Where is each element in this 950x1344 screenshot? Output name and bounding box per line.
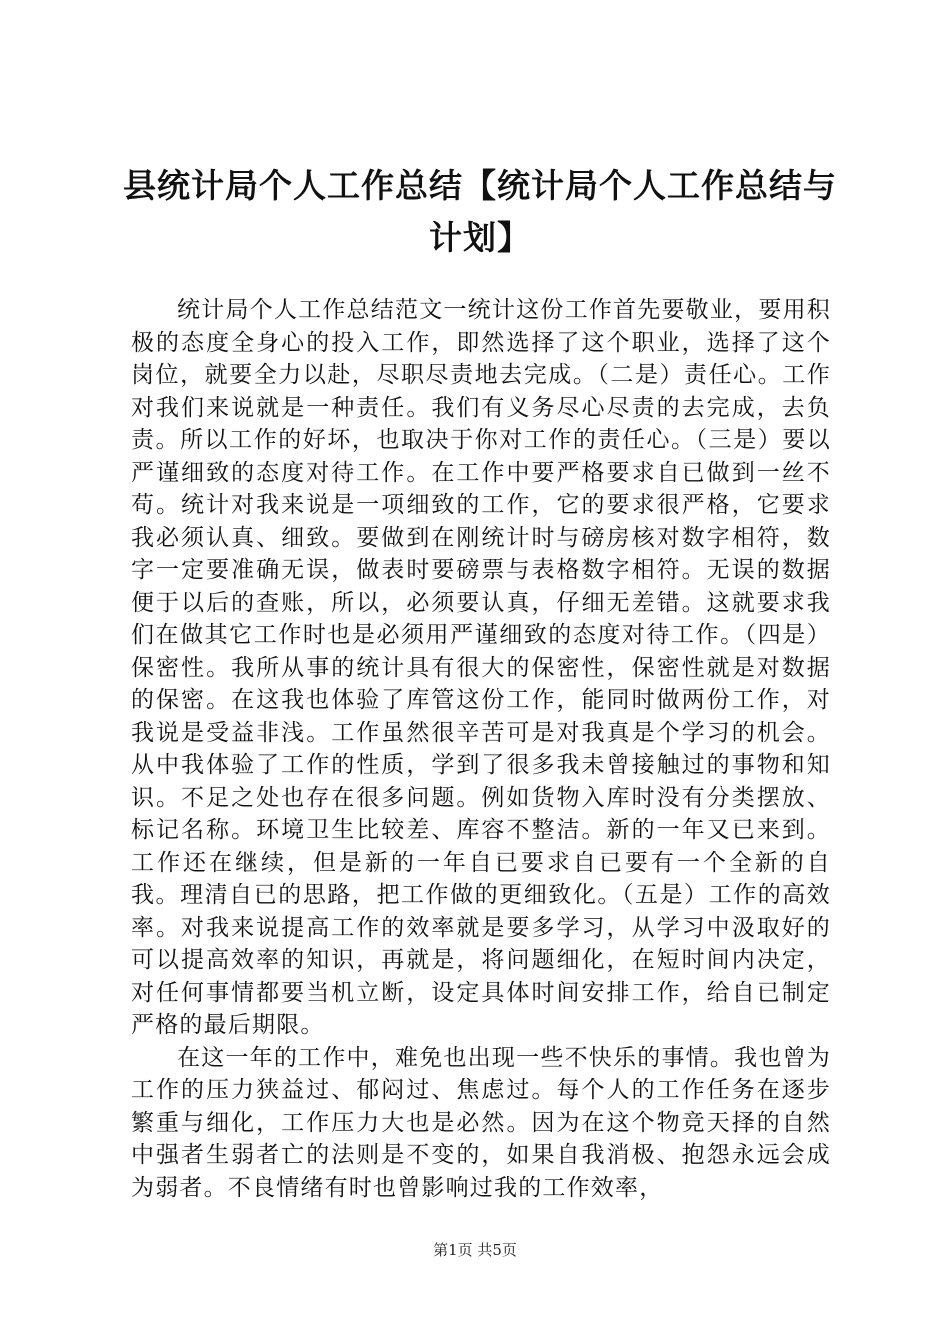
- document-body: [131, 294, 831, 1204]
- document-title: 县统计局个人工作总结【统计局个人工作总结与计划】: [123, 166, 837, 257]
- paragraph-2: 在这一年的工作中，难免也出现一些不快乐的事情。我也曾为工作的压力狭益过、郁闷过、焦虑过。每个人的工作任务在逐步繁重与细化，工作压力大也是必然。因为在这个物竞天择的自然中强者生弱者亡的法则是不变的，如果自我消极、抱怨永远会成为弱者。不良情绪有时也曾影响过我的工作效率，: [131, 1044, 831, 1201]
- paragraph-1: 统计局个人工作总结范文一统计这份工作首先要敬业，要用积极的态度全身心的投入工作，即然选择了这个职业，选择了这个岗位，就要全力以赴，尽职尽责地去完成。（二是）责任心。工作对我们来说就是一种责任。我们有义务尽心尽责的去完成，去负责。所以工作的好坏，也取决于你对工作的责任心。（三是）要以严谨细致的态度对待工作。在工作中要严格要求自已做到一丝不苟。统计对我来说是一项细致的工作，它的要求很严格，它要求我必须认真、细致。要做到在刚统计时与磅房核对数字相符，数字一定要准确无误，做表时要磅票与表格数字相符。无误的数据便于以后的查账，所以，必须要认真，仔细无差错。这就要求我们在做其它工作时也是必须用严谨细致的态度对待工作。（四是）保密性。我所从事的统计具有很大的保密性，保密性就是对数据的保密。在这我也体验了库管这份工作，能同时做两份工作，对我说是受益非浅。工作虽然很辛苦可是对我真是个学习的机会。从中我体验了工作的性质，学到了很多我未曾接触过的事物和知识。不足之处也存在很多问题。例如货物入库时没有分类摆放、标记名称。环境卫生比较差、库容不整洁。新的一年又已来到。工作还在继续，但是新的一年自已要求自已要有一个全新的自我。理清自已的思路，把工作做的更细致化。（五是）工作的高效率。对我来说提高工作的效率就是要多学习，从学习中汲取好的可以提高效率的知识，再就是，将问题细化，在短时间内决定，对任何事情都要当机立断，设定具体时间安排工作，给自已制定严格的最后期限。: [131, 297, 831, 1038]
- page-number-footer: 第1页 共5页: [433, 1241, 517, 1259]
